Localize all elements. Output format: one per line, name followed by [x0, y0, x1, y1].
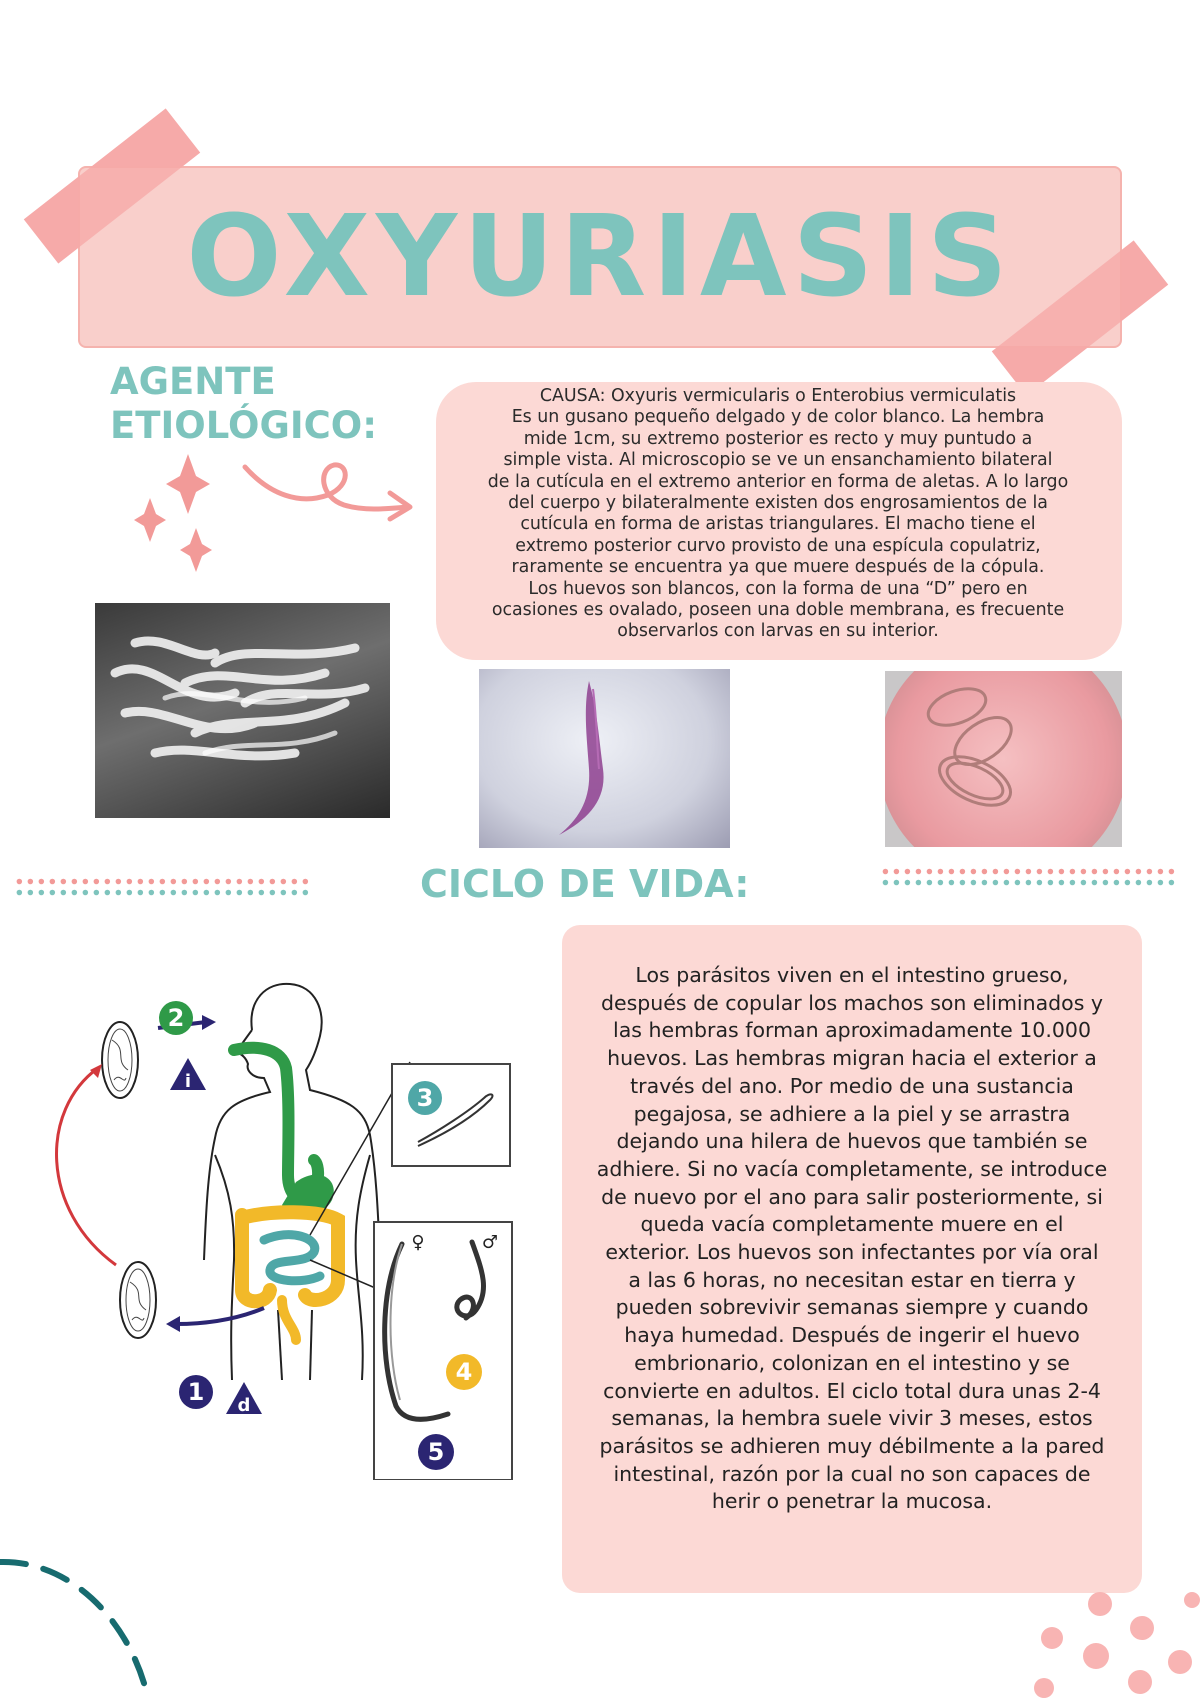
causa-line: Es un gusano pequeño delgado y de color blanco. La hembra — [511, 407, 1045, 428]
sparkle-icon — [130, 450, 230, 580]
ciclo-line: parásitos se adhieren muy débilmente a la pared — [599, 1433, 1105, 1458]
ciclo-line: herir o penetrar la mucosa. — [711, 1489, 993, 1514]
causa-line: del cuerpo y bilateralmente existen dos engrosamientos de la — [508, 493, 1048, 514]
ciclo-line: embrionario, colonizan en el intestino y se — [634, 1350, 1070, 1375]
ciclo-line: través del ano. Por medio de una sustancia — [630, 1073, 1074, 1098]
egg-top-icon — [102, 1022, 138, 1098]
female-symbol: ♀ — [411, 1232, 425, 1253]
dotted-divider-left — [0, 876, 332, 898]
causa-description — [440, 386, 1116, 643]
ciclo-line: de nuevo por el ano para salir posteriormente, si — [601, 1184, 1103, 1209]
dotted-divider-right — [866, 866, 1200, 888]
ciclo-line: haya humedad. Después de ingerir el huevo — [624, 1323, 1080, 1348]
triangle-d-label: d — [237, 1395, 251, 1416]
ciclo-line: Los parásitos viven en el intestino grueso, — [635, 963, 1069, 987]
causa-line: CAUSA: Oxyuris vermicularis o Enterobius vermiculatis — [539, 386, 1017, 406]
photo-microscope-worm — [479, 669, 730, 848]
ciclo-line: intestinal, razón por la cual no son capaces de — [613, 1461, 1091, 1486]
ciclo-line: a las 6 horas, no necesitan estar en tierra y — [628, 1267, 1076, 1292]
agente-heading — [110, 360, 377, 448]
ciclo-line: semanas, la hembra suele vivir 3 meses, estos — [611, 1406, 1093, 1431]
page-title: OXYURIASIS — [186, 192, 1014, 322]
causa-line: mide 1cm, su extremo posterior es recto y muy puntudo a — [523, 428, 1033, 449]
agente-heading-line1: AGENTE — [110, 360, 276, 403]
ciclo-line: pegajosa, se adhiere a la piel y se arrastra — [633, 1101, 1071, 1126]
ciclo-line: dejando una hilera de huevos que también se — [616, 1129, 1088, 1154]
causa-line: de la cutícula en el extremo anterior en forma de aletas. A lo largo — [487, 471, 1069, 492]
ciclo-line: las hembras forman aproximadamente 10.000 — [613, 1018, 1091, 1043]
photo-microscope-eggs — [885, 671, 1122, 847]
step-5-label: 5 — [427, 1438, 445, 1466]
step-1-label: 1 — [187, 1378, 205, 1406]
causa-line: Los huevos son blancos, con la forma de una “D” pero en — [528, 578, 1028, 599]
ciclo-heading: CICLO DE VIDA: — [420, 862, 750, 906]
arrow-to-egg — [176, 1308, 264, 1324]
larva-box — [392, 1064, 510, 1166]
photo-worms — [95, 603, 390, 818]
egg-bottom-icon — [120, 1262, 156, 1338]
agente-heading-line2: ETIOLÓGICO: — [110, 404, 377, 447]
ciclo-line: convierte en adultos. El ciclo total dura unas 2-4 — [603, 1378, 1101, 1403]
ciclo-line: pueden sobrevivir semanas siempre y cuando — [615, 1295, 1089, 1320]
step-2-label: 2 — [167, 1004, 185, 1032]
causa-line: cutícula en forma de aristas triangulares. El macho tiene el — [520, 514, 1036, 535]
causa-line: observarlos con larvas en su interior. — [617, 621, 939, 642]
causa-line: simple vista. Al microscopio se ve un ensanchamiento bilateral — [503, 450, 1053, 471]
male-symbol: ♂ — [481, 1232, 499, 1253]
life-cycle-diagram — [20, 960, 540, 1480]
causa-line: raramente se encuentra ya que muere después de la cópula. — [511, 557, 1045, 578]
swirl-arrow-icon — [240, 455, 420, 535]
ciclo-line: después de copular los machos son eliminados y — [600, 990, 1104, 1015]
causa-line: ocasiones es ovalado, poseen una doble membrana, es frecuente — [491, 600, 1065, 621]
red-cycle-arrow — [57, 1068, 116, 1265]
ciclo-line: queda vacía completamente muere en el — [640, 1212, 1064, 1237]
pink-dots-decoration — [1030, 1590, 1200, 1698]
triangle-i-label: i — [184, 1071, 192, 1092]
small-intestine-icon — [264, 1235, 320, 1281]
ciclo-line: adhiere. Si no vacía completamente, se introduce — [596, 1156, 1108, 1181]
step-3-label: 3 — [416, 1084, 434, 1112]
ciclo-line: exterior. Los huevos son infectantes por vía oral — [605, 1240, 1099, 1265]
causa-line: extremo posterior curvo provisto de una espícula copulatriz, — [515, 535, 1041, 556]
ciclo-line: huevos. Las hembras migran hacia el exterior a — [607, 1046, 1097, 1071]
dashed-arc-decoration — [0, 1540, 200, 1698]
step-4-label: 4 — [455, 1358, 473, 1386]
ciclo-description — [578, 962, 1126, 1516]
